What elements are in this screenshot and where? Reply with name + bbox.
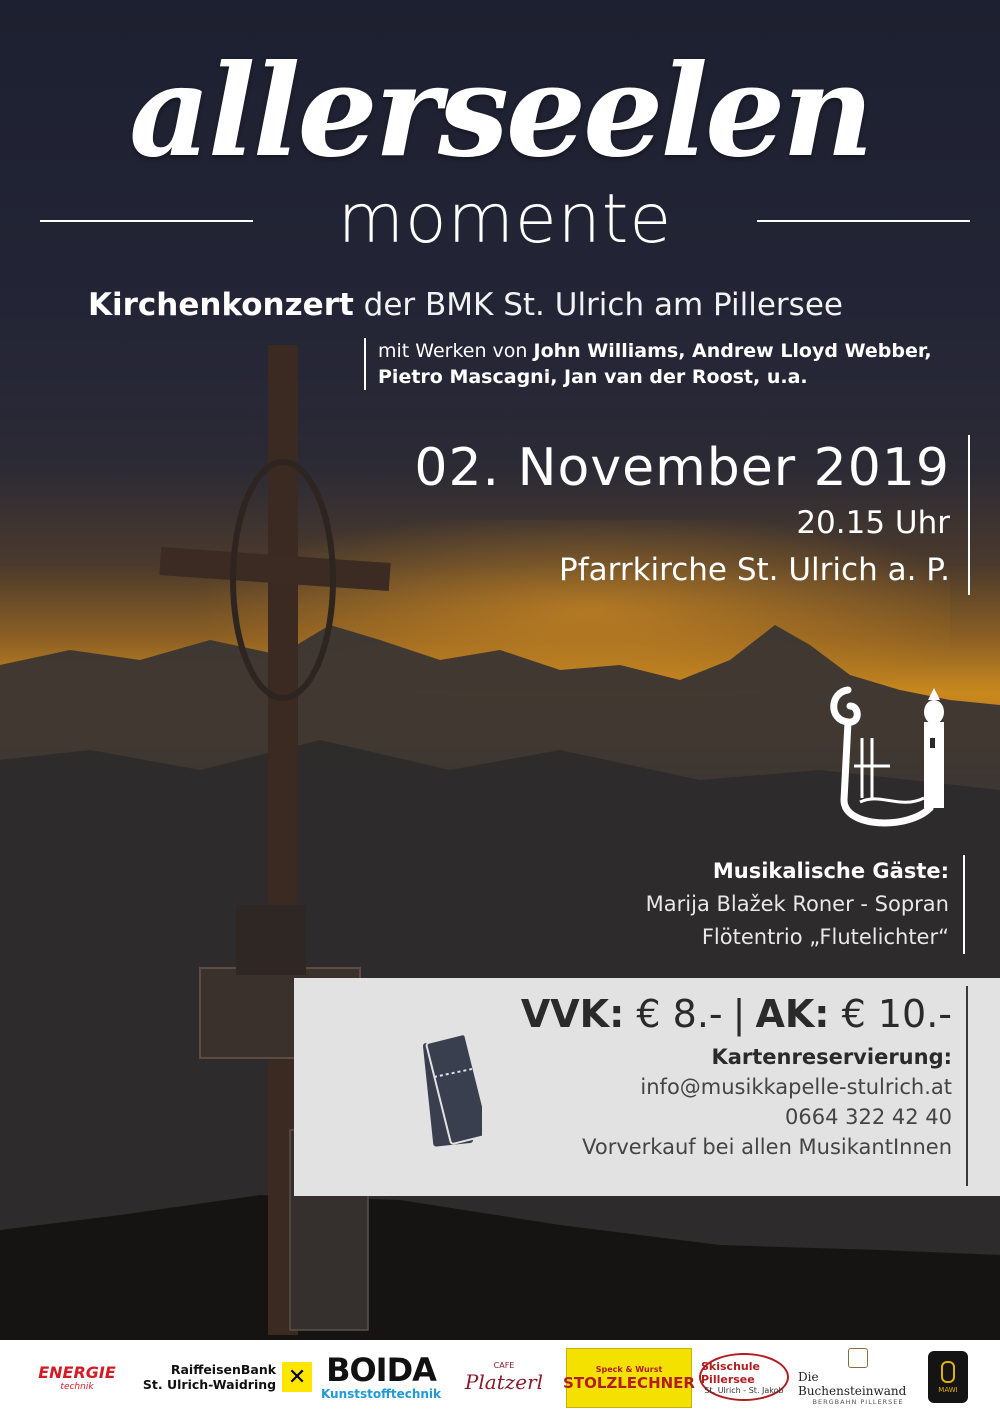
raiffeisen-line-2: St. Ulrich-Waidring — [142, 1377, 277, 1392]
skischule-oval — [699, 1353, 789, 1401]
energie-name: ENERGIE — [38, 1362, 116, 1382]
box-office-label: AK: — [755, 992, 830, 1036]
box-office-price: € 10.- — [829, 992, 952, 1036]
microphone-icon — [941, 1361, 955, 1383]
band-lyre-church-logo-icon — [820, 680, 960, 840]
boida-sub: Kunststofftechnik — [320, 1387, 442, 1401]
mawi-badge — [928, 1351, 968, 1403]
poster-subtitle: momente — [337, 180, 673, 259]
works-line-1 — [378, 338, 978, 364]
event-date: 02. November 2019 — [414, 438, 950, 498]
buchensteinwand-crest-icon — [848, 1348, 868, 1368]
energie-sub: technik — [60, 1381, 94, 1392]
sponsor-energie-technik — [22, 1348, 132, 1406]
sponsor-boida — [320, 1348, 442, 1406]
sponsor-stolzlechner — [563, 1348, 695, 1408]
event-details — [310, 435, 970, 595]
concert-type: Kirchenkonzert — [88, 287, 354, 323]
sponsor-skischule-pillersee — [698, 1348, 790, 1406]
subtitle-row — [40, 180, 970, 260]
guest-soprano: Marija Blažek Roner - Sopran — [645, 892, 949, 916]
buchensteinwand-sub: BERGBAHN PILLERSEE — [812, 1398, 904, 1406]
works-list — [364, 338, 978, 390]
stolzlechner-name: STOLZLECHNER — [563, 1373, 695, 1392]
works-composers-2: Pietro Mascagni, Jan van der Roost, u.a. — [378, 366, 808, 388]
price-separator: | — [732, 992, 746, 1036]
guests-block — [529, 855, 965, 954]
buchensteinwand-name: Die Buchensteinwand — [798, 1370, 907, 1398]
sponsor-bar — [0, 1340, 1000, 1414]
sponsor-buchensteinwand — [798, 1348, 918, 1406]
ticket-info — [452, 986, 968, 1186]
sponsor-raiffeisen — [140, 1348, 315, 1406]
boida-name: BOIDA — [326, 1351, 436, 1389]
subtitle-rule-right — [757, 220, 970, 222]
poster-title: allerseelen — [129, 37, 871, 185]
presale-price: € 8.- — [624, 992, 723, 1036]
ticket-panel — [294, 978, 1000, 1196]
presale-note: Vorverkauf bei allen MusikantInnen — [582, 1135, 952, 1159]
presale-label: VVK: — [520, 992, 625, 1036]
reservation-email: info@musikkapelle-stulrich.at — [640, 1075, 952, 1099]
subtitle-rule-left — [40, 220, 253, 222]
reservation-phone: 0664 322 42 40 — [785, 1105, 952, 1129]
skischule-sub: St. Ulrich - St. Jakob — [704, 1385, 784, 1395]
reservation-heading: Kartenreservierung: — [711, 1045, 952, 1069]
concert-headline — [88, 287, 843, 323]
event-venue: Pfarrkirche St. Ulrich a. P. — [559, 552, 950, 588]
raiffeisen-gable-cross-icon: ✕ — [282, 1362, 312, 1392]
guest-flute-trio: Flötentrio „Flutelichter“ — [701, 925, 949, 949]
raiffeisen-line-1: RaiffeisenBank — [170, 1362, 277, 1377]
works-composers-1: John Williams, Andrew Lloyd Webber, — [533, 340, 932, 362]
works-prefix: mit Werken von — [378, 340, 534, 362]
concert-band: der BMK St. Ulrich am Pillersee — [353, 287, 843, 323]
ticket-prices — [452, 986, 952, 1042]
platzerl-prefix: CAFE — [493, 1360, 515, 1370]
platzerl-name: Platzerl — [464, 1369, 544, 1394]
skischule-name: Skischule Pillersee — [701, 1359, 760, 1386]
sponsor-mawi — [924, 1348, 972, 1406]
sponsor-cafe-platzerl — [452, 1348, 556, 1406]
stolzlechner-top: Speck & Wurst — [595, 1364, 663, 1374]
guests-heading: Musikalische Gäste: — [712, 859, 949, 883]
event-time: 20.15 Uhr — [796, 505, 950, 541]
raiffeisen-text — [143, 1362, 276, 1392]
mawi-name: MAWI — [938, 1385, 958, 1394]
